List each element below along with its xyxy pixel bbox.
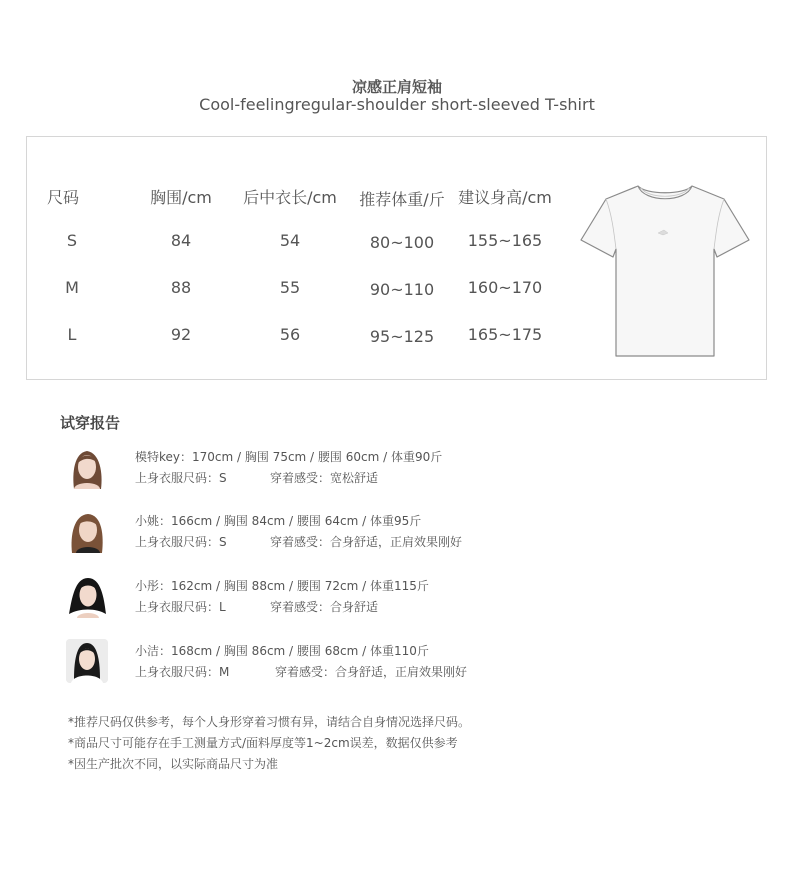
note-measurement-error: *商品尺寸可能存在手工测量方式/面料厚度等1~2cm误差，数据仅供参考 bbox=[68, 736, 458, 750]
header-chest: 胸围/cm bbox=[150, 188, 212, 207]
model-feeling: 穿着感受：宽松舒适 bbox=[270, 471, 379, 485]
tshirt-illustration bbox=[578, 183, 752, 359]
model-avatar bbox=[66, 509, 108, 553]
model-avatar bbox=[66, 639, 108, 683]
product-title-cn: 凉感正肩短袖 bbox=[351, 78, 442, 96]
table-cell-height: 160~170 bbox=[467, 278, 543, 297]
model-stats: 小洁：168cm / 胸围 86cm / 腰围 68cm / 体重110斤 bbox=[135, 644, 429, 658]
model-entry bbox=[66, 509, 766, 555]
fitting-report-title: 试穿报告 bbox=[60, 414, 121, 432]
table-cell-weight: 80~100 bbox=[369, 233, 435, 252]
product-title-en: Cool-feelingregular-shoulder short-sleeved T-shirt bbox=[199, 95, 595, 114]
header-height: 建议身高/cm bbox=[458, 188, 552, 207]
model-feeling: 穿着感受：合身舒适，正肩效果刚好 bbox=[270, 535, 463, 549]
model-avatar bbox=[66, 445, 108, 489]
table-cell-length: 56 bbox=[279, 325, 301, 344]
model-avatar bbox=[66, 574, 108, 618]
model-feeling: 穿着感受：合身舒适 bbox=[270, 600, 379, 614]
model-feeling: 穿着感受：合身舒适，正肩效果刚好 bbox=[275, 665, 468, 679]
table-cell-height: 155~165 bbox=[467, 231, 543, 250]
table-cell-size: S bbox=[66, 231, 78, 250]
table-cell-chest: 88 bbox=[170, 278, 192, 297]
model-stats: 小姚：166cm / 胸围 84cm / 腰围 64cm / 体重95斤 bbox=[135, 514, 422, 528]
table-cell-size: L bbox=[67, 325, 77, 344]
table-cell-size: M bbox=[65, 278, 79, 297]
table-cell-length: 55 bbox=[279, 278, 301, 297]
model-entry bbox=[66, 574, 766, 620]
table-cell-weight: 95~125 bbox=[369, 327, 435, 346]
model-size: 上身衣服尺码：S bbox=[135, 471, 227, 485]
header-length: 后中衣长/cm bbox=[243, 188, 337, 207]
table-cell-height: 165~175 bbox=[467, 325, 543, 344]
model-size: 上身衣服尺码：M bbox=[135, 665, 230, 679]
model-entry bbox=[66, 445, 766, 491]
note-batch-difference: *因生产批次不同，以实际商品尺寸为准 bbox=[68, 757, 279, 771]
note-size-reference: *推荐尺码仅供参考，每个人身形穿着习惯有异，请结合自身情况选择尺码。 bbox=[68, 715, 471, 729]
table-cell-chest: 84 bbox=[170, 231, 192, 250]
model-stats: 模特key：170cm / 胸围 75cm / 腰围 60cm / 体重90斤 bbox=[135, 450, 443, 464]
model-size: 上身衣服尺码：S bbox=[135, 535, 227, 549]
model-stats: 小彤：162cm / 胸围 88cm / 腰围 72cm / 体重115斤 bbox=[135, 579, 429, 593]
model-size: 上身衣服尺码：L bbox=[135, 600, 226, 614]
header-size: 尺码 bbox=[47, 188, 80, 207]
table-cell-weight: 90~110 bbox=[369, 280, 435, 299]
table-cell-chest: 92 bbox=[170, 325, 192, 344]
header-weight: 推荐体重/斤 bbox=[359, 190, 445, 209]
model-entry bbox=[66, 639, 766, 685]
table-cell-length: 54 bbox=[279, 231, 301, 250]
